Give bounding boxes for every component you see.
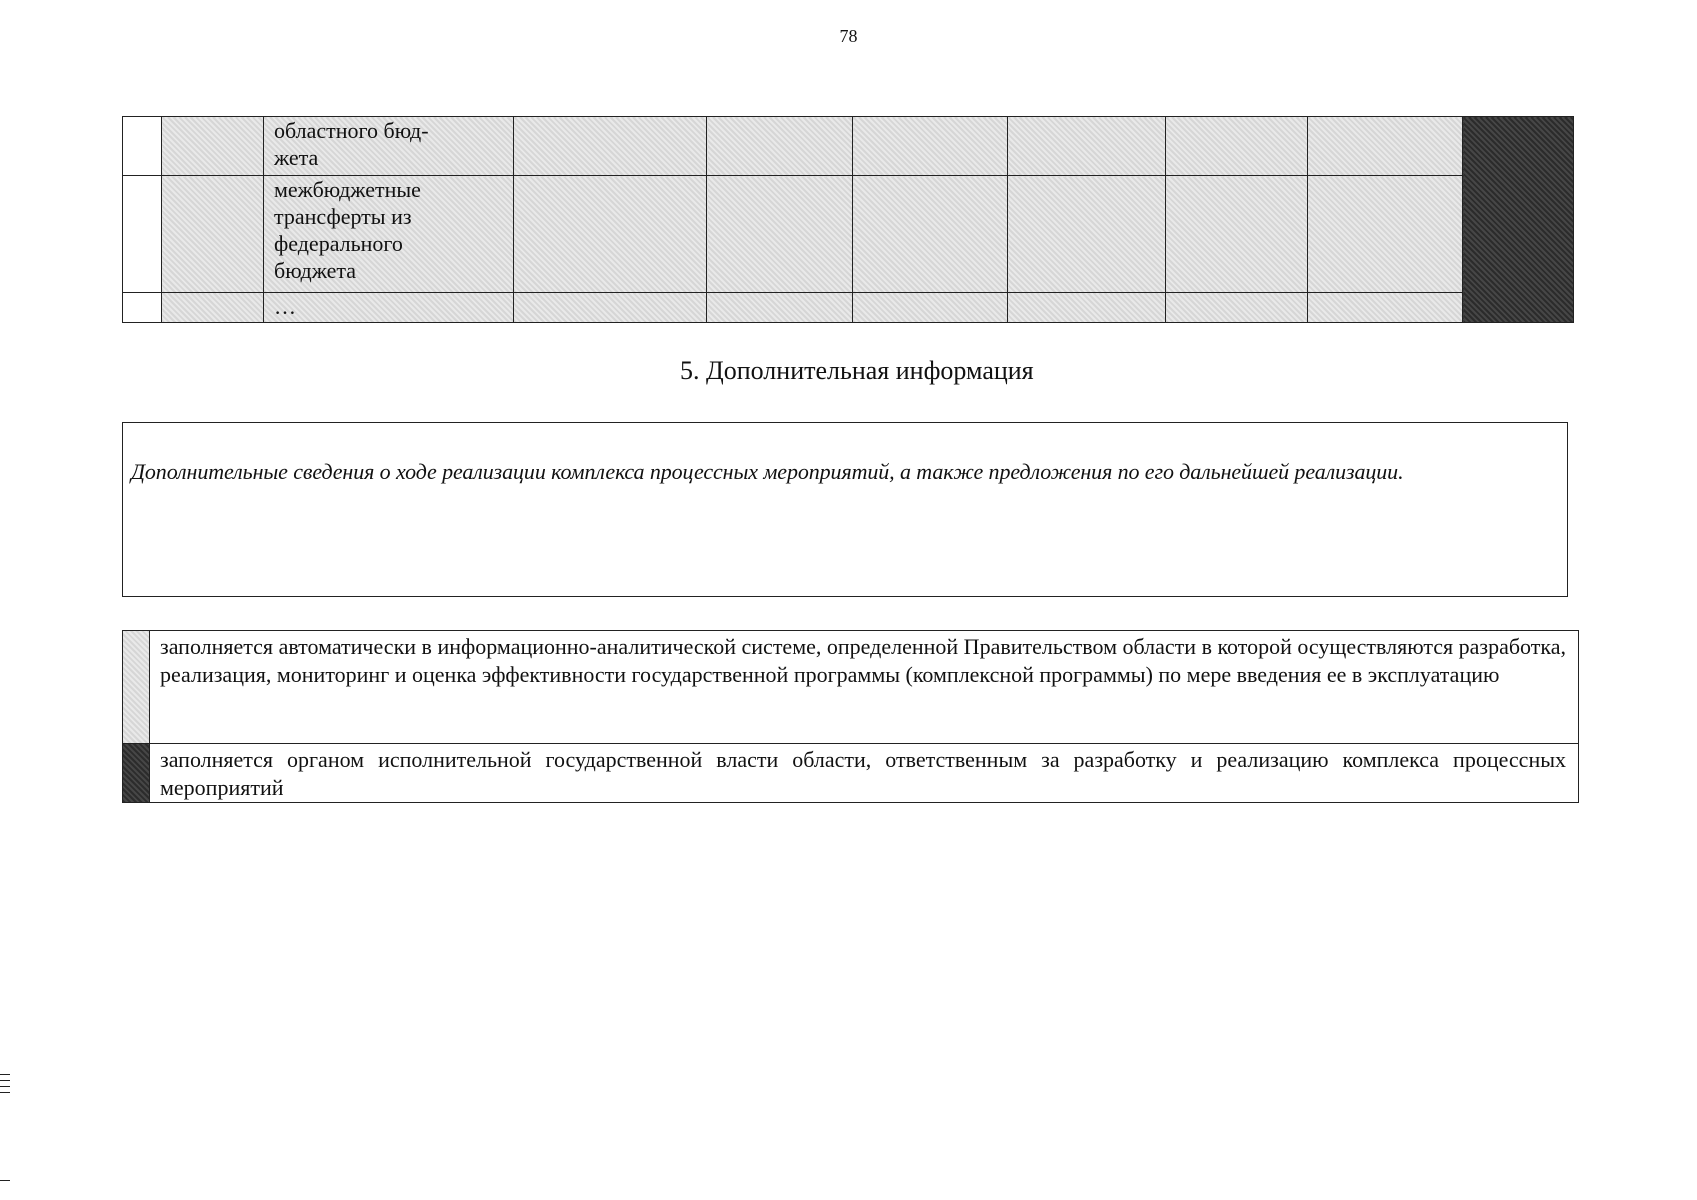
table-row	[123, 176, 1574, 293]
table-cell	[853, 176, 1008, 293]
legend	[122, 630, 1579, 803]
table-cell	[1308, 117, 1463, 176]
row-label-federal-transfers: межбюджетные трансферты из федерального бюджета	[264, 176, 514, 293]
table-cell	[1166, 117, 1308, 176]
table-cell	[1166, 293, 1308, 323]
table-cell	[853, 117, 1008, 176]
table-cell	[1308, 176, 1463, 293]
table-cell	[514, 293, 707, 323]
table-cell-dark	[1463, 117, 1574, 323]
table-cell	[1308, 293, 1463, 323]
section-title: 5. Дополнительная информация	[680, 356, 1034, 385]
table-cell	[853, 293, 1008, 323]
additional-info-box	[122, 422, 1568, 597]
legend-text: заполняется органом исполнительной государственной власти области, ответственным за разработку и реализацию комплекса процессных мероприятий	[160, 747, 1566, 800]
margin-marks	[0, 1074, 10, 1098]
table-row	[123, 117, 1574, 176]
table-cell	[707, 293, 853, 323]
table-cell	[514, 176, 707, 293]
table-cell	[1008, 176, 1166, 293]
table-cell	[1008, 293, 1166, 323]
table-cell	[162, 117, 264, 176]
table-cell	[707, 117, 853, 176]
legend-item-automatic	[123, 631, 1578, 743]
table-cell	[514, 117, 707, 176]
table-cell	[162, 176, 264, 293]
table-cell	[707, 176, 853, 293]
table-cell	[1008, 117, 1166, 176]
legend-swatch-light	[123, 631, 150, 743]
additional-info-text: Дополнительные сведения о ходе реализации комплекса процессных мероприятий, а также предложения по его дальнейшей реализации.	[131, 459, 1404, 484]
table-cell	[162, 293, 264, 323]
table-cell	[123, 117, 162, 176]
row-label-ellipsis: …	[264, 293, 514, 323]
legend-text: заполняется автоматически в информационно-аналитической системе, определенной Правительством области в которой осуществляются разработка, реализация, мониторинг и оценка эффективности государственной программы (комплексной программы) по мере введения ее в эксплуатацию	[160, 634, 1566, 687]
table-cell	[123, 293, 162, 323]
table-cell	[123, 176, 162, 293]
legend-swatch-dark	[123, 744, 150, 802]
row-label-regional-budget: областного бюд- жета	[264, 117, 514, 176]
margin-dash	[0, 1180, 10, 1181]
page-number: 78	[839, 26, 858, 46]
budget-table	[122, 116, 1574, 323]
table-row	[123, 293, 1574, 323]
legend-item-executive-body	[123, 743, 1578, 802]
table-cell	[1166, 176, 1308, 293]
